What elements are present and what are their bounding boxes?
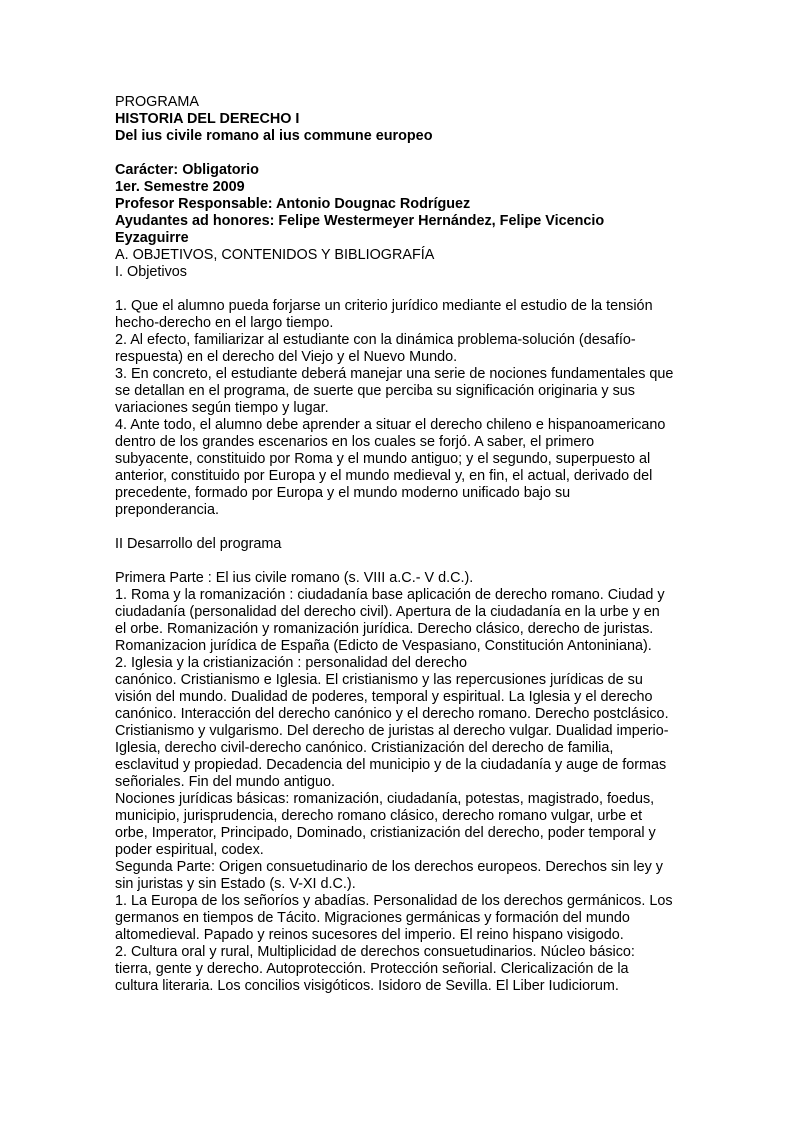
development-line: visión del mundo. Dualidad de poderes, temporal y espiritual. La Iglesia y el derecho xyxy=(115,689,653,705)
development-line: 2. Iglesia y la cristianización : personalidad del derecho xyxy=(115,655,467,671)
development-line: 2. Cultura oral y rural, Multiplicidad de derechos consuetudinarios. Núcleo básico: xyxy=(115,944,635,960)
development-block xyxy=(115,570,700,995)
development-line: canónico. Interacción del derecho canónico y el derecho romano. Derecho postclásico. xyxy=(115,706,669,722)
section-development-heading: II Desarrollo del programa xyxy=(115,536,282,552)
spacer xyxy=(115,553,700,570)
course-professor: Profesor Responsable: Antonio Dougnac Rodríguez xyxy=(115,196,471,212)
development-line: canónico. Cristianismo e Iglesia. El cristianismo y las repercusiones jurídicas de su xyxy=(115,672,643,688)
development-line: orbe, Imperator, Principado, Dominado, cristianización del derecho, poder temporal y xyxy=(115,825,656,841)
objectives-line: 4. Ante todo, el alumno debe aprender a situar el derecho chileno e hispanoamericano xyxy=(115,417,666,433)
course-assistants-cont: Eyzaguirre xyxy=(115,230,189,246)
development-line: poder espiritual, codex. xyxy=(115,842,264,858)
objectives-line: dentro de los grandes escenarios en los cuales se forjó. A saber, el primero xyxy=(115,434,595,450)
objectives-line: preponderancia. xyxy=(115,502,220,518)
development-line: 1. Roma y la romanización : ciudadanía base aplicación de derecho romano. Ciudad y xyxy=(115,587,665,603)
section-a-heading: A. OBJETIVOS, CONTENIDOS Y BIBLIOGRAFÍA xyxy=(115,247,435,263)
objectives-line: 1. Que el alumno pueda forjarse un criterio jurídico mediante el estudio de la tensión xyxy=(115,298,653,314)
development-line: señoriales. Fin del mundo antiguo. xyxy=(115,774,335,790)
development-line: 1. La Europa de los señoríos y abadías. Personalidad de los derechos germánicos. Los xyxy=(115,893,673,909)
objectives-line: 2. Al efecto, familiarizar al estudiante con la dinámica problema-solución (desafío- xyxy=(115,332,636,348)
objectives-line: se detallan en el programa, de suerte que perciba su significación originaria y sus xyxy=(115,383,635,399)
development-line: Primera Parte : El ius civile romano (s. VIII a.C.- V d.C.). xyxy=(115,570,474,586)
development-line: Iglesia, derecho civil-derecho canónico. Cristianización del derecho de familia, xyxy=(115,740,614,756)
development-line: Nociones jurídicas básicas: romanización, ciudadanía, potestas, magistrado, foedus, xyxy=(115,791,655,807)
spacer xyxy=(115,145,700,162)
objectives-block xyxy=(115,298,700,519)
objectives-line: anterior, constituido por Europa y el mundo medieval y, en fin, el actual, derivado del xyxy=(115,468,653,484)
development-line: tierra, gente y derecho. Autoprotección. Protección señorial. Clericalización de la xyxy=(115,961,629,977)
development-line: esclavitud y propiedad. Decadencia del municipio y de la ciudadanía y auge de formas xyxy=(115,757,667,773)
objectives-line: precedente, formado por Europa y el mundo moderno unificado bajo su xyxy=(115,485,571,501)
objectives-line: 3. En concreto, el estudiante deberá manejar una serie de nociones fundamentales que xyxy=(115,366,674,382)
spacer xyxy=(115,519,700,536)
section-objectives-heading: I. Objetivos xyxy=(115,264,187,280)
development-line: ciudadanía (personalidad del derecho civil). Apertura de la ciudadanía en la urbe y en xyxy=(115,604,660,620)
course-character: Carácter: Obligatorio xyxy=(115,162,259,178)
course-semester: 1er. Semestre 2009 xyxy=(115,179,245,195)
development-line: germanos en tiempos de Tácito. Migraciones germánicas y formación del mundo xyxy=(115,910,630,926)
course-assistants: Ayudantes ad honores: Felipe Westermeyer Hernández, Felipe Vicencio xyxy=(115,213,605,229)
objectives-line: subyacente, constituido por Roma y el mundo antiguo; y el segundo, superpuesto al xyxy=(115,451,651,467)
development-line: Segunda Parte: Origen consuetudinario de los derechos europeos. Derechos sin ley y xyxy=(115,859,663,875)
development-line: Romanizacion jurídica de España (Edicto de Vespasiano, Constitución Antoniniana). xyxy=(115,638,652,654)
development-line: cultura literaria. Los concilios visigóticos. Isidoro de Sevilla. El Liber Iudiciorum. xyxy=(115,978,619,994)
development-line: municipio, jurisprudencia, derecho romano clásico, derecho romano vulgar, urbe et xyxy=(115,808,643,824)
spacer xyxy=(115,281,700,298)
development-line: sin juristas y sin Estado (s. V-XI d.C.). xyxy=(115,876,356,892)
course-title: HISTORIA DEL DERECHO I xyxy=(115,111,300,127)
program-label: PROGRAMA xyxy=(115,94,199,110)
objectives-line: variaciones según tiempo y lugar. xyxy=(115,400,329,416)
objectives-line: hecho-derecho en el largo tiempo. xyxy=(115,315,334,331)
development-line: altomedieval. Papado y reinos sucesores del imperio. El reino hispano visigodo. xyxy=(115,927,624,943)
development-line: Cristianismo y vulgarismo. Del derecho de juristas al derecho vulgar. Dualidad imperio- xyxy=(115,723,669,739)
development-line: el orbe. Romanización y romanización jurídica. Derecho clásico, derecho de juristas. xyxy=(115,621,654,637)
course-subtitle: Del ius civile romano al ius commune europeo xyxy=(115,128,433,144)
objectives-line: respuesta) en el derecho del Viejo y el Nuevo Mundo. xyxy=(115,349,458,365)
